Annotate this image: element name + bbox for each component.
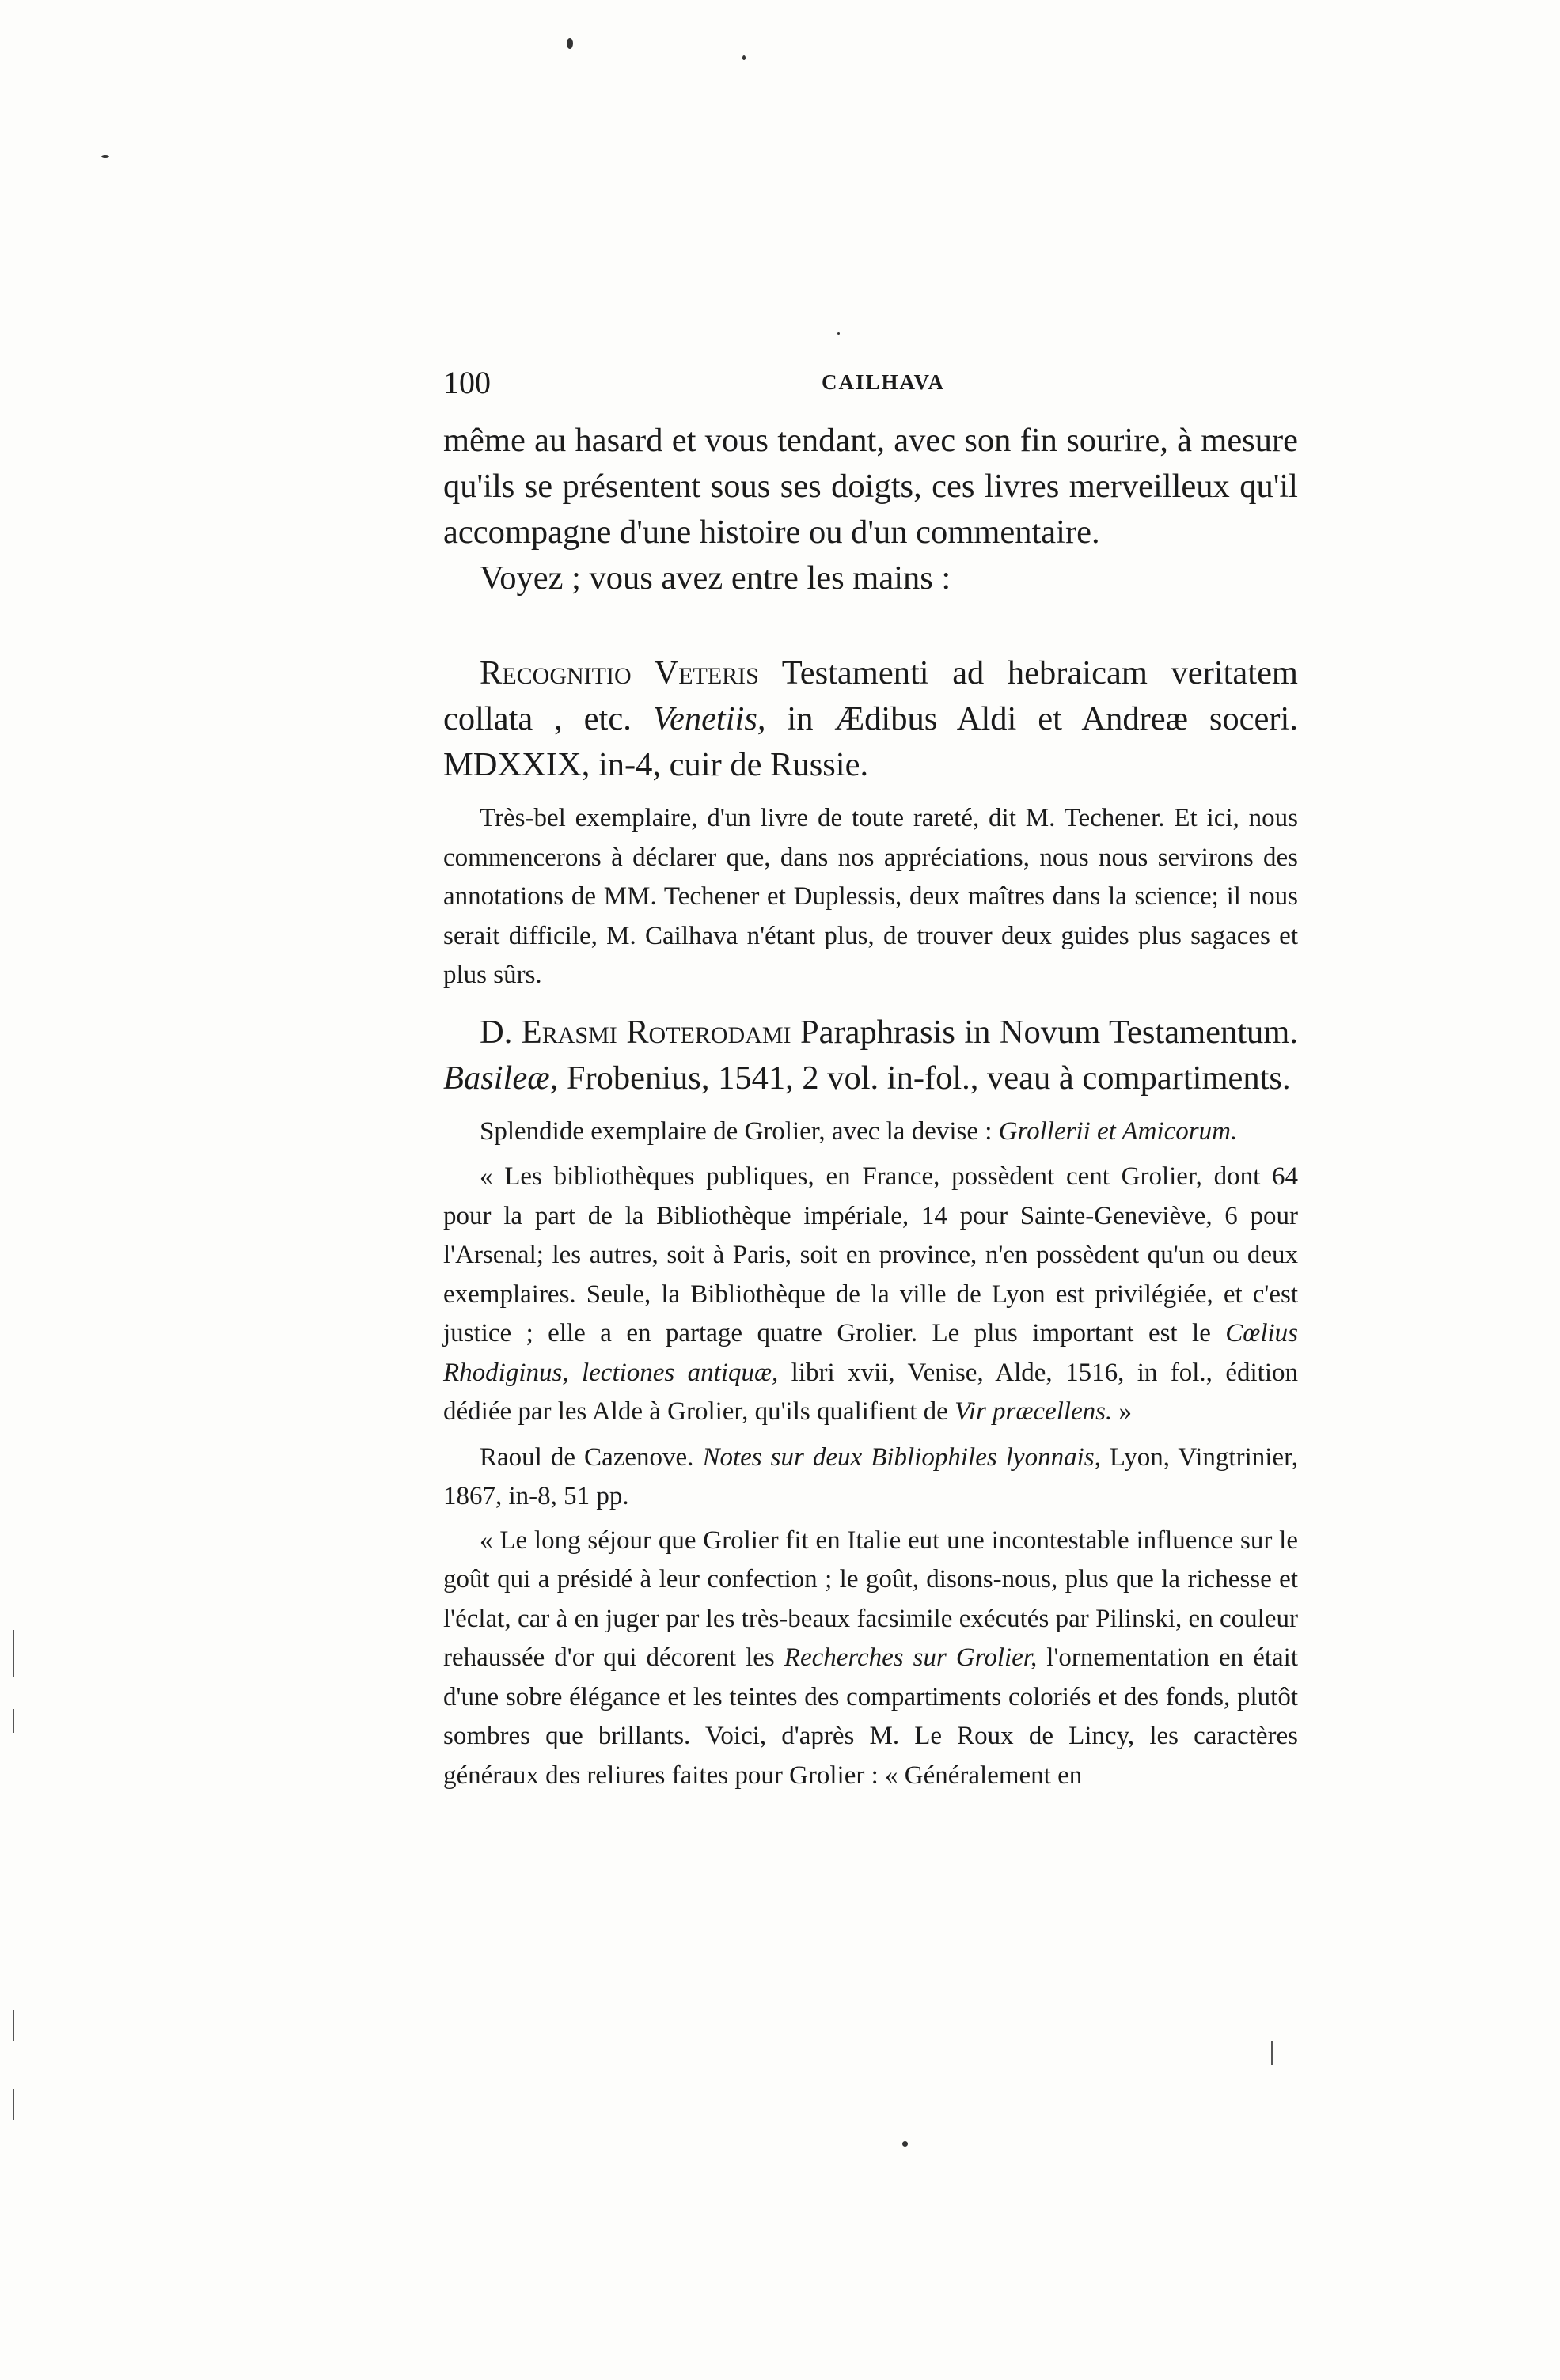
- scan-speck: [902, 2141, 908, 2147]
- entry-recognitio: Recognitio Veteris Testamenti ad hebraicam veritatem collata , etc. Venetiis, in Ædibus Aldi et Andreæ soceri. MDXXIX, in-4, cuir de Russie.: [443, 654, 1298, 783]
- page-header: [443, 364, 1298, 402]
- scan-edge-mark: [13, 1630, 14, 1677]
- scan-edge-mark: [13, 2089, 14, 2120]
- page-number: 100: [443, 365, 491, 400]
- entry-erasmi-note: Splendide exemplaire de Grolier, avec la devise : Grollerii et Amicorum.: [480, 1116, 1238, 1146]
- scan-edge-mark: [1271, 2041, 1273, 2065]
- running-head: CAILHAVA: [822, 370, 946, 394]
- scan-speck: [742, 55, 746, 60]
- entry-title-smallcaps: Erasmi Roterodami: [521, 1013, 791, 1051]
- quote-grolier-italie: « Le long séjour que Grolier fit en Italie eut une incontestable influence sur le goût qui a présidé à leur confection ; le goût, disons-nous, plus que la richesse et l'éclat, car à en juger par les très-beaux facsimile exécutés par Pilinski, en couleur rehaussée d'or qui décorent les Recherches sur Grolier, l'ornementation en était d'une sobre élégance et les teintes des compartiments coloriés et des fonds, plutôt sombres que brillants. Voici, d'après M. Le Roux de Lincy, les caractères généraux des reliures faites pour Grolier : « Généralement en: [443, 1525, 1299, 1790]
- paragraph-voyez: Voyez ; vous avez entre les mains :: [480, 559, 951, 597]
- scan-speck: [837, 332, 840, 335]
- quote-source: Raoul de Cazenove. Notes sur deux Bibliophiles lyonnais, Lyon, Vingtrinier, 1867, in-8, 51 pp.: [443, 1442, 1298, 1510]
- scan-edge-mark: [13, 2010, 14, 2041]
- scan-speck: [567, 38, 573, 49]
- scan-edge-mark: [13, 1709, 14, 1733]
- entry-recognitio-note: Très-bel exemplaire, d'un livre de toute rareté, dit M. Techener. Et ici, nous commencerons à déclarer que, dans nos appréciations, nous nous servirons des annotations de MM. Techener et Duplessis, deux maîtres dans la science; il nous serait difficile, M. Cailhava n'étant plus, de trouver deux guides plus sagaces et plus sûrs.: [443, 804, 1298, 989]
- quote-bibliotheques: « Les bibliothèques publiques, en France, possèdent cent Grolier, dont 64 pour la part de la Bibliothèque impériale, 14 pour Sainte-Geneviève, 6 pour l'Arsenal; les autres, soit à Paris, soit en province, n'en possèdent qu'un ou deux exemplaires. Seule, la Bibliothèque de la ville de Lyon est privilégiée, et c'est justice ; elle a en partage quatre Grolier. Le plus important est le Cœlius Rhodiginus, lectiones antiquæ, libri xvii, Venise, Alde, 1516, in fol., édition dédiée par les Alde à Grolier, qu'ils qualifient de Vir præcellens. »: [443, 1162, 1298, 1426]
- text-body: [443, 418, 1298, 1795]
- scan-speck: [101, 155, 109, 158]
- entry-title-smallcaps: Recognitio Veteris: [480, 654, 759, 692]
- paragraph-continuation: même au hasard et vous tendant, avec son fin sourire, à mesure qu'ils se présentent sous ses doigts, ces livres merveilleux qu'il accompagne d'une histoire ou d'un commentaire.: [443, 422, 1298, 551]
- entry-erasmi: D. Erasmi Roterodami Paraphrasis in Novum Testamentum. Basileæ, Frobenius, 1541, 2 vol. in-fol., veau à compartiments.: [443, 1013, 1298, 1097]
